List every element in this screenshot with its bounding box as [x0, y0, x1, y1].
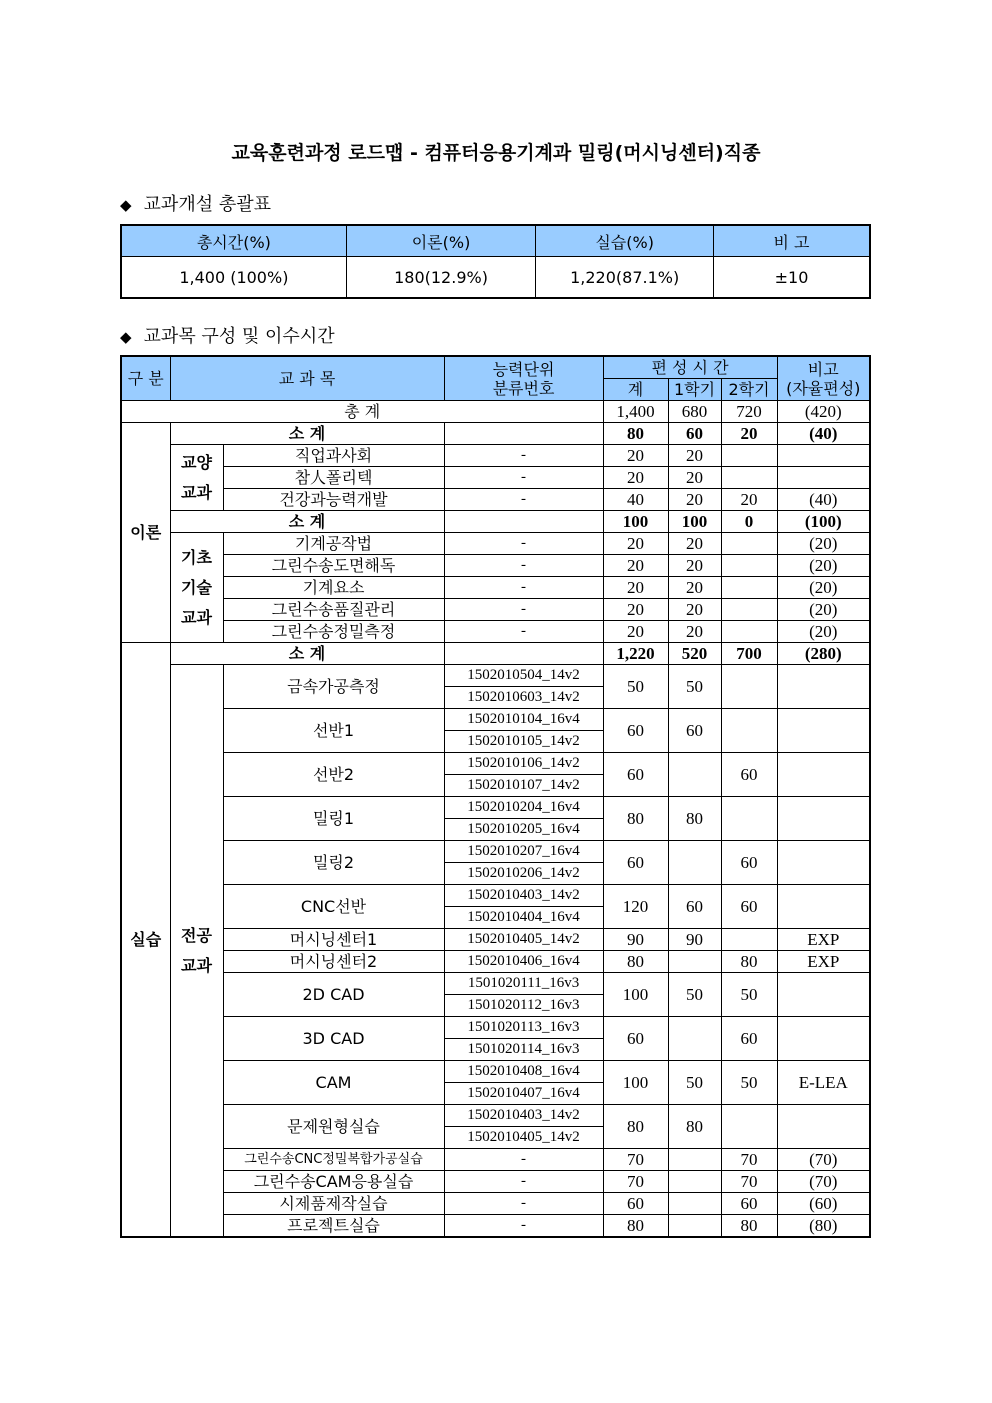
- liberal-course-row: [121, 445, 870, 467]
- summary-header-row: [121, 225, 870, 257]
- course-sem1: [668, 1171, 721, 1193]
- subtotal-sem1: 520: [668, 643, 721, 665]
- course-total: 100: [603, 973, 668, 1017]
- course-table: [120, 355, 871, 1238]
- course-sem2: 60: [721, 753, 777, 797]
- course-note: (80): [777, 1215, 870, 1238]
- course-sem2: 80: [721, 1215, 777, 1238]
- course-code: 1502010206_14v2: [444, 863, 603, 885]
- course-total: 80: [603, 797, 668, 841]
- course-sem1: 60: [668, 885, 721, 929]
- page-title: 교육훈련과정 로드맵 - 컴퓨터응용기계과 밀링(머시닝센터)직종: [231, 142, 761, 164]
- grand-total-label: 총 계: [121, 401, 603, 423]
- course-sem2: [721, 621, 777, 643]
- grand-total-sem1: 680: [668, 401, 721, 423]
- course-note: (70): [777, 1171, 870, 1193]
- section-title: 교과목 구성 및 이수시간: [143, 326, 335, 347]
- course-note: (70): [777, 1149, 870, 1171]
- course-code: 1501020114_16v3: [444, 1039, 603, 1061]
- course-note: E-LEA: [777, 1061, 870, 1105]
- section-title: 교과개설 총괄표: [143, 194, 271, 215]
- course-total: 20: [603, 445, 668, 467]
- course-sem1: 50: [668, 1061, 721, 1105]
- course-sem1: 20: [668, 621, 721, 643]
- header-total-hours: 총시간(%): [121, 225, 346, 257]
- course-sem1: 20: [668, 445, 721, 467]
- course-name: 그린수송도면해독: [223, 555, 444, 577]
- course-note: (20): [777, 555, 870, 577]
- subtotal-total: 100: [603, 511, 668, 533]
- course-sem2: 50: [721, 1061, 777, 1105]
- course-code: -: [444, 445, 603, 467]
- course-sem1: 80: [668, 1105, 721, 1149]
- subtotal-label: 소 계: [170, 511, 444, 533]
- course-sem2: 60: [721, 1017, 777, 1061]
- major-course-row: [121, 709, 870, 731]
- course-code: 1502010106_14v2: [444, 753, 603, 775]
- major-course-row: [121, 797, 870, 819]
- course-note: (60): [777, 1193, 870, 1215]
- header-total: 계: [603, 379, 668, 401]
- course-code: -: [444, 1193, 603, 1215]
- header-code: 능력단위 분류번호: [444, 356, 603, 401]
- category-practice: 실습: [121, 643, 170, 1238]
- basic-course-row: [121, 577, 870, 599]
- subtotal-note: (280): [777, 643, 870, 665]
- course-note: EXP: [777, 951, 870, 973]
- course-name: 그린수송CNC정밀복합가공실습: [223, 1149, 444, 1171]
- subtotal-code: [444, 643, 603, 665]
- subtotal-sem2: 20: [721, 423, 777, 445]
- course-code: -: [444, 533, 603, 555]
- course-code: -: [444, 467, 603, 489]
- course-name: 그린수송정밀측정: [223, 621, 444, 643]
- grand-total-sem2: 720: [721, 401, 777, 423]
- course-sem1: 90: [668, 929, 721, 951]
- course-total: 100: [603, 1061, 668, 1105]
- course-total: 80: [603, 1105, 668, 1149]
- course-total: 20: [603, 621, 668, 643]
- course-note: (20): [777, 577, 870, 599]
- course-name: 기계공작법: [223, 533, 444, 555]
- summary-table: [120, 224, 871, 299]
- basic-course-row: [121, 599, 870, 621]
- major-course-row: [121, 753, 870, 775]
- course-name: 밀링2: [223, 841, 444, 885]
- course-sem1: [668, 1215, 721, 1238]
- major-course-row: [121, 951, 870, 973]
- course-sem2: [721, 555, 777, 577]
- course-sem2: 70: [721, 1171, 777, 1193]
- subtotal-sem2: 700: [721, 643, 777, 665]
- course-sem1: 60: [668, 709, 721, 753]
- course-sem2: [721, 1105, 777, 1149]
- course-sem2: [721, 533, 777, 555]
- course-name: 그린수송CAM응용실습: [223, 1171, 444, 1193]
- subtotal-total: 1,220: [603, 643, 668, 665]
- major-course-row: [121, 929, 870, 951]
- course-name: 선반1: [223, 709, 444, 753]
- course-code: 1502010405_14v2: [444, 929, 603, 951]
- header-subject: 교 과 목: [170, 356, 444, 401]
- course-note: (20): [777, 533, 870, 555]
- liberal-course-row: [121, 489, 870, 511]
- subtotal-note: (40): [777, 423, 870, 445]
- header-hours: 편 성 시 간: [603, 356, 777, 379]
- course-note: (20): [777, 621, 870, 643]
- header-theory: 이론(%): [346, 225, 536, 257]
- major-course-row: [121, 665, 870, 687]
- course-total: 60: [603, 709, 668, 753]
- course-code: 1502010407_16v4: [444, 1083, 603, 1105]
- course-code: -: [444, 489, 603, 511]
- course-code: 1502010104_16v4: [444, 709, 603, 731]
- course-name: 2D CAD: [223, 973, 444, 1017]
- header-sem2: 2학기: [721, 379, 777, 401]
- course-code: 1501020112_16v3: [444, 995, 603, 1017]
- group-liberal: 교양 교과: [170, 445, 223, 511]
- course-name: 기계요소: [223, 577, 444, 599]
- section-heading-courses: [120, 322, 335, 348]
- value-practice: 1,220(87.1%): [536, 257, 714, 299]
- basic-course-row: [121, 621, 870, 643]
- course-total: 60: [603, 1017, 668, 1061]
- course-name: 머시닝센터2: [223, 951, 444, 973]
- major-course-row: [121, 841, 870, 863]
- header-category: 구 분: [121, 356, 170, 401]
- course-note: [777, 709, 870, 753]
- major-course-row: [121, 973, 870, 995]
- course-name: 시제품제작실습: [223, 1193, 444, 1215]
- course-code: 1502010603_14v2: [444, 687, 603, 709]
- value-theory: 180(12.9%): [346, 257, 536, 299]
- course-name: 참人폴리텍: [223, 467, 444, 489]
- course-sem1: [668, 1193, 721, 1215]
- course-name: 3D CAD: [223, 1017, 444, 1061]
- course-total: 20: [603, 555, 668, 577]
- course-sem2: 60: [721, 1193, 777, 1215]
- group-basic: 기초 기술 교과: [170, 533, 223, 643]
- course-code: -: [444, 1171, 603, 1193]
- course-sem2: 20: [721, 489, 777, 511]
- course-code: 1502010403_14v2: [444, 1105, 603, 1127]
- basic-subtotal-row: [121, 511, 870, 533]
- grand-total-value: 1,400: [603, 401, 668, 423]
- course-sem1: 20: [668, 489, 721, 511]
- course-note: [777, 841, 870, 885]
- course-sem1: 20: [668, 577, 721, 599]
- course-note: (20): [777, 599, 870, 621]
- course-code: 1502010408_16v4: [444, 1061, 603, 1083]
- summary-value-row: [121, 257, 870, 299]
- grand-total-note: (420): [777, 401, 870, 423]
- course-sem2: [721, 577, 777, 599]
- liberal-subtotal-row: [121, 423, 870, 445]
- subtotal-sem1: 60: [668, 423, 721, 445]
- subtotal-code: [444, 423, 603, 445]
- course-total: 70: [603, 1171, 668, 1193]
- course-note: [777, 797, 870, 841]
- subtotal-code: [444, 511, 603, 533]
- subtotal-sem1: 100: [668, 511, 721, 533]
- course-total: 80: [603, 951, 668, 973]
- course-sem2: 80: [721, 951, 777, 973]
- major-course-row: [121, 1171, 870, 1193]
- course-sem1: 20: [668, 467, 721, 489]
- course-sem2: [721, 797, 777, 841]
- header-row: [121, 356, 870, 379]
- major-subtotal-row: [121, 643, 870, 665]
- major-course-row: [121, 1149, 870, 1171]
- course-total: 60: [603, 841, 668, 885]
- course-sem1: 50: [668, 665, 721, 709]
- basic-course-row: [121, 555, 870, 577]
- course-name: CAM: [223, 1061, 444, 1105]
- course-code: 1502010404_16v4: [444, 907, 603, 929]
- major-course-row: [121, 1061, 870, 1083]
- diamond-bullet-icon: ◆: [120, 328, 132, 346]
- major-course-row: [121, 885, 870, 907]
- major-course-row: [121, 1215, 870, 1238]
- course-sem1: 50: [668, 973, 721, 1017]
- course-sem2: 50: [721, 973, 777, 1017]
- major-course-row: [121, 1193, 870, 1215]
- course-name: 직업과사회: [223, 445, 444, 467]
- course-total: 20: [603, 599, 668, 621]
- course-note: [777, 1017, 870, 1061]
- course-sem2: 70: [721, 1149, 777, 1171]
- header-sem1: 1학기: [668, 379, 721, 401]
- course-name: 프로젝트실습: [223, 1215, 444, 1238]
- course-sem1: [668, 841, 721, 885]
- course-code: 1502010406_16v4: [444, 951, 603, 973]
- course-name: 선반2: [223, 753, 444, 797]
- course-code: -: [444, 555, 603, 577]
- course-sem1: [668, 951, 721, 973]
- value-total-hours: 1,400 (100%): [121, 257, 346, 299]
- course-sem2: [721, 709, 777, 753]
- course-total: 50: [603, 665, 668, 709]
- major-course-row: [121, 1017, 870, 1039]
- course-sem1: 80: [668, 797, 721, 841]
- course-sem1: [668, 1149, 721, 1171]
- course-sem2: [721, 445, 777, 467]
- course-code: 1502010105_14v2: [444, 731, 603, 753]
- course-sem2: 60: [721, 885, 777, 929]
- header-note: 비 고: [714, 225, 871, 257]
- course-name: 금속가공측정: [223, 665, 444, 709]
- grand-total-row: [121, 401, 870, 423]
- course-note: (40): [777, 489, 870, 511]
- course-code: -: [444, 599, 603, 621]
- course-code: -: [444, 577, 603, 599]
- course-code: 1502010403_14v2: [444, 885, 603, 907]
- course-code: 1502010207_16v4: [444, 841, 603, 863]
- course-total: 80: [603, 1215, 668, 1238]
- course-sem1: 20: [668, 555, 721, 577]
- course-total: 40: [603, 489, 668, 511]
- course-name: 밀링1: [223, 797, 444, 841]
- course-code: -: [444, 1149, 603, 1171]
- course-sem2: [721, 665, 777, 709]
- course-code: -: [444, 1215, 603, 1238]
- course-name: 머시닝센터1: [223, 929, 444, 951]
- category-theory: 이론: [121, 423, 170, 643]
- course-note: EXP: [777, 929, 870, 951]
- course-total: 120: [603, 885, 668, 929]
- header-practice: 실습(%): [536, 225, 714, 257]
- course-total: 20: [603, 533, 668, 555]
- course-code: 1501020113_16v3: [444, 1017, 603, 1039]
- subtotal-total: 80: [603, 423, 668, 445]
- course-sem2: [721, 929, 777, 951]
- major-course-row: [121, 1105, 870, 1127]
- section-heading-summary: [120, 190, 271, 216]
- subtotal-sem2: 0: [721, 511, 777, 533]
- course-total: 20: [603, 467, 668, 489]
- course-name: 건강과능력개발: [223, 489, 444, 511]
- header-note: 비고 (자율편성): [777, 356, 870, 401]
- course-sem2: [721, 599, 777, 621]
- course-note: [777, 1105, 870, 1149]
- course-total: 60: [603, 1193, 668, 1215]
- course-code: 1502010107_14v2: [444, 775, 603, 797]
- course-note: [777, 973, 870, 1017]
- course-note: [777, 467, 870, 489]
- course-code: -: [444, 621, 603, 643]
- course-code: 1502010205_16v4: [444, 819, 603, 841]
- course-sem1: [668, 1017, 721, 1061]
- course-code: 1502010504_14v2: [444, 665, 603, 687]
- course-note: [777, 753, 870, 797]
- value-note: ±10: [714, 257, 871, 299]
- course-total: 70: [603, 1149, 668, 1171]
- subtotal-label: 소 계: [170, 423, 444, 445]
- basic-course-row: [121, 533, 870, 555]
- course-sem2: [721, 467, 777, 489]
- course-code: 1502010204_16v4: [444, 797, 603, 819]
- course-sem2: 60: [721, 841, 777, 885]
- subtotal-note: (100): [777, 511, 870, 533]
- course-total: 60: [603, 753, 668, 797]
- course-note: [777, 885, 870, 929]
- course-sem1: 20: [668, 599, 721, 621]
- diamond-bullet-icon: ◆: [120, 196, 132, 214]
- subtotal-label: 소 계: [170, 643, 444, 665]
- course-sem1: [668, 753, 721, 797]
- course-name: 그린수송품질관리: [223, 599, 444, 621]
- course-name: CNC선반: [223, 885, 444, 929]
- course-code: 1502010405_14v2: [444, 1127, 603, 1149]
- course-note: [777, 445, 870, 467]
- liberal-course-row: [121, 467, 870, 489]
- course-note: [777, 665, 870, 709]
- course-code: 1501020111_16v3: [444, 973, 603, 995]
- course-name: 문제원형실습: [223, 1105, 444, 1149]
- course-total: 20: [603, 577, 668, 599]
- course-total: 90: [603, 929, 668, 951]
- course-sem1: 20: [668, 533, 721, 555]
- group-major: 전공 교과: [170, 665, 223, 1238]
